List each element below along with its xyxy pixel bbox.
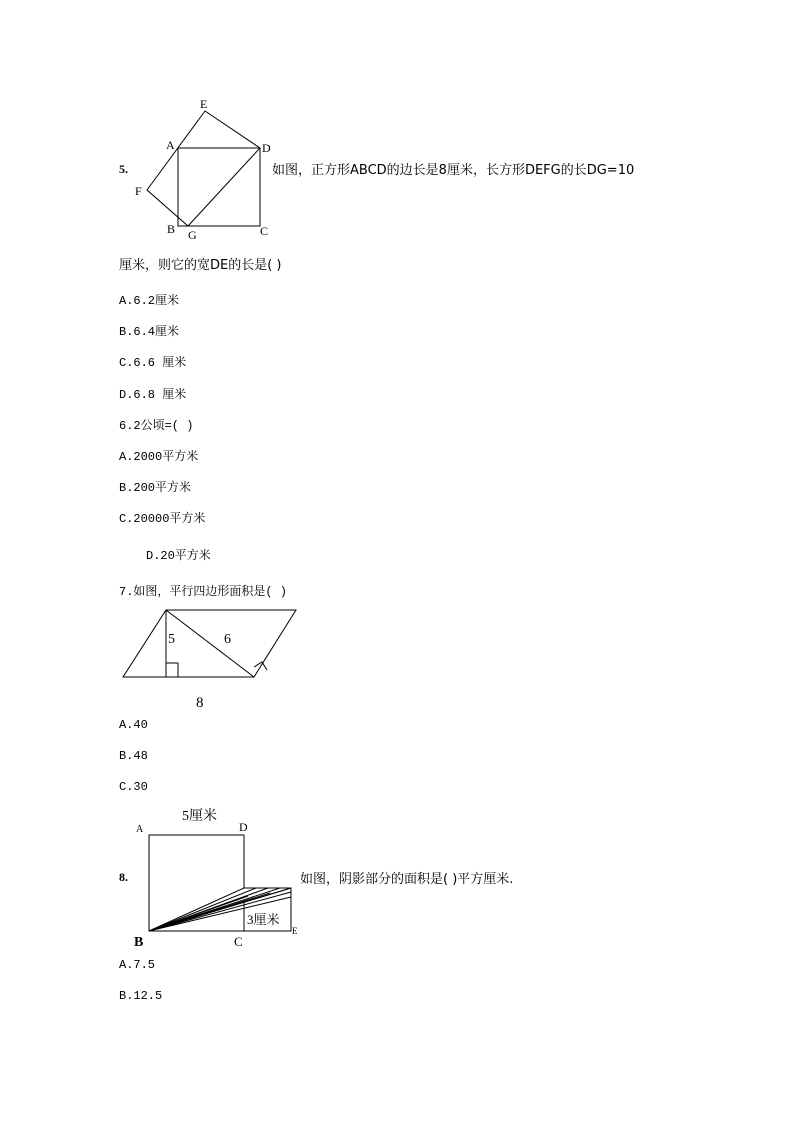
q5-option-b[interactable]: B.6.4厘米	[119, 325, 180, 339]
q8-number: 8.	[119, 870, 128, 884]
q7-text: 7.如图，平行四边形面积是( )	[119, 585, 288, 599]
q7-figure	[120, 605, 300, 715]
label-a: A	[136, 824, 144, 835]
q5-option-a[interactable]: A.6.2厘米	[119, 294, 180, 308]
q8-text: 如图，阴影部分的面积是( )平方厘米.	[300, 872, 514, 887]
label-slant: 6	[224, 632, 231, 647]
q5-option-c[interactable]: C.6.6 厘米	[119, 356, 187, 370]
label-b: B	[167, 222, 176, 236]
q7-option-a[interactable]: A.40	[119, 718, 148, 732]
q6-option-d[interactable]: D.20平方米	[146, 549, 211, 563]
label-top: 5厘米	[182, 809, 217, 824]
q5-option-d[interactable]: D.6.8 厘米	[119, 388, 187, 402]
q5-number: 5.	[119, 162, 128, 176]
q6-text: 6.2公顷=( )	[119, 419, 194, 433]
q7-option-b[interactable]: B.48	[119, 749, 148, 763]
q8-option-a[interactable]: A.7.5	[119, 958, 156, 972]
label-g: G	[188, 228, 197, 242]
label-a: A	[166, 138, 175, 152]
q8-figure	[130, 800, 310, 950]
slant-line	[166, 610, 254, 677]
label-c: C	[260, 224, 269, 238]
label-side: 3厘米	[247, 912, 280, 927]
q6-option-c[interactable]: C.20000平方米	[119, 512, 206, 526]
square-abcd	[178, 148, 260, 226]
q6-option-a[interactable]: A.2000平方米	[119, 450, 199, 464]
label-d: D	[262, 141, 271, 155]
label-e: E	[292, 926, 298, 936]
label-d: D	[239, 820, 248, 834]
label-base: 8	[196, 695, 204, 711]
label-height: 5	[168, 632, 175, 647]
q5-text-line2: 厘米，则它的宽DE的长是( )	[119, 258, 282, 273]
label-f: F	[135, 184, 142, 198]
label-e: E	[200, 97, 208, 111]
right-angle-mark-bottom	[166, 663, 178, 677]
q6-option-b[interactable]: B.200平方米	[119, 481, 192, 495]
label-b: B	[134, 935, 144, 950]
q8-option-b[interactable]: B.12.5	[119, 989, 163, 1003]
q5-text-line1: 如图，正方形ABCD的边长是8厘米，长方形DEFG的长DG=10	[272, 163, 635, 178]
label-c: C	[234, 934, 243, 949]
rectangle-defg	[147, 111, 260, 226]
q5-figure	[130, 95, 280, 245]
q7-option-c[interactable]: C.30	[119, 780, 148, 794]
